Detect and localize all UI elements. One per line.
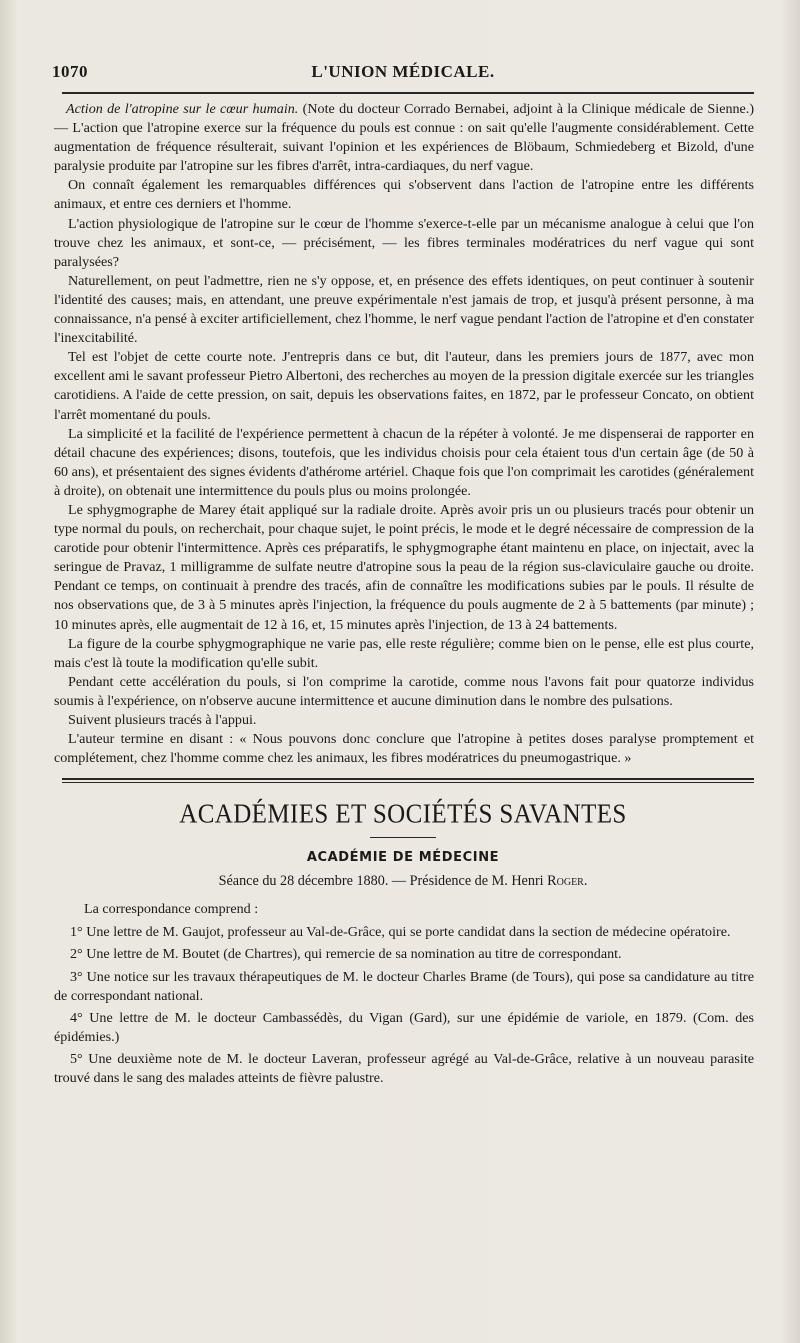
- article-paragraph: Le sphygmographe de Marey était appliqué sur la radiale droite. Après avoir pris un ou plusieurs tracés pour obtenir un type normal du pouls, on recherchait, pour chaque sujet, le point précis, le mode et le degré nécessaire de compression de la carotide pour obtenir l'intermittence. Après ces préparatifs, le sphygmographe étant maintenu en place, on injectait, avec la seringue de Pravaz, 1 milligramme de sulfate neutre d'atropine sous la peau de la région sus-claviculaire gauche ou droite. Pendant ce temps, on continuait à prendre des tracés, afin de connaître les modifications subies par le pouls. Il résulte de nos observations que, de 3 à 5 minutes après l'injection, la fréquence du pouls augmente de 2 à 5 battements (par minute) ; 10 minutes après, elle augmentait de 12 à 16, et, 15 minutes après l'injection, de 13 à 24 battements.: [54, 501, 754, 633]
- section-title: ACADÉMIES ET SOCIÉTÉS SAVANTES: [179, 800, 627, 830]
- article-paragraph: L'auteur termine en disant : « Nous pouvons donc conclure que l'atropine à petites doses paralyse promptement et complétement, chez l'homme comme chez les animaux, les fibres modératrices du pneumogastrique. »: [54, 731, 754, 767]
- article-paragraph: La simplicité et la facilité de l'expérience permettent à chacun de la répéter à volonté. Je me dispenserai de rapporter en détail chacune des expériences; disons, toutefois, que les individus choisis pour cela étaient tous d'un certain âge (de 50 à 60 ans), et présentaient des signes évidents d'athérome artériel. Chaque fois que l'on comprimait les carotides (généralement à droite), on obtenait une intermittence du pouls plus ou moins prolongée.: [54, 425, 754, 499]
- academy-heading: ACADÉMIE DE MÉDECINE: [306, 850, 500, 866]
- article-paragraph: Suivent plusieurs tracés à l'appui.: [68, 712, 257, 728]
- article-paragraph: [54, 100, 754, 176]
- article-paragraph: L'action physiologique de l'atropine sur le cœur de l'homme s'exerce-t-elle par un mécanisme analogue à celui que l'on trouve chez les animaux, et sont-ce, — précisément, — les fibres terminales modératrices du nerf vague qui sont paralysées?: [54, 215, 754, 270]
- article-paragraph: On connaît également les remarquables différences qui s'observent dans l'action de l'atropine entre les différents animaux, et entre ces derniers et l'homme.: [54, 177, 754, 213]
- article-paragraph: Tel est l'objet de cette courte note. J'entrepris dans ce but, dit l'auteur, dans les premiers jours de 1877, avec mon excellent ami le savant professeur Pietro Albertoni, des recherches au moyen de la pression digitale exercée sur les triangles carotidiens. A l'aide de cette pression, on sait, depuis les observations faites, en 1872, par le professeur Concato, on obtient l'arrêt momentané du pouls.: [54, 349, 754, 423]
- correspondence-item: 1° Une lettre de M. Gaujot, professeur au Val-de-Grâce, qui se porte candidat dans la section de médecine opératoire.: [70, 924, 731, 941]
- article-paragraph: Pendant cette accélération du pouls, si l'on comprime la carotide, comme nous l'avons fait pour quatorze individus soumis à l'expérience, on n'observe aucune intermittence et aucune diminution dans le nombre des pulsations.: [54, 673, 754, 709]
- article-paragraph: Naturellement, on peut l'admettre, rien ne s'y oppose, et, en présence des effets identiques, on peut continuer à soutenir l'identité des causes; mais, en attendant, une preuve expérimentale n'est jamais de trop, et jusqu'à présent personne, à ma connaissance, n'a pensé à exciter artificiellement, chez l'homme, le nerf vague pendant l'action de l'atropine et d'en constater l'inexcitabilité.: [54, 272, 754, 347]
- correspondence-item: 3° Une notice sur les travaux thérapeutiques de M. le docteur Charles Brame (de Tours), qui pose sa candidature au titre de correspondant national.: [54, 968, 754, 1004]
- correspondence-item: 4° Une lettre de M. le docteur Cambassédès, du Vigan (Gard), sur une épidémie de variole, en 1879. (Com. des épidémies.): [54, 1009, 754, 1045]
- header-rule: [62, 92, 754, 94]
- correspondence-intro: La correspondance comprend :: [84, 901, 259, 918]
- article-paragraph: La figure de la courbe sphygmographique ne varie pas, elle reste régulière; comme bien on le pense, elle est plus courte, mais c'est là toute la modification qu'elle subit.: [54, 635, 754, 671]
- correspondence-item: 5° Une deuxième note de M. le docteur Laveran, professeur agrégé au Val-de-Grâce, relative à un nouveau parasite trouvé dans le sang des malades atteints de fièvre palustre.: [54, 1050, 754, 1087]
- article-paragraph-text: (Note du docteur Corrado Bernabei, adjoint à la Clinique médicale de Sienne.) — L'action que l'atropine exerce sur la fréquence du pouls est connue : on sait qu'elle l'augmente considérablement. Cette augmentation de fréquence résulterait, suivant l'opinion et les expériences de Blöbaum, Schmiedeberg et Bizold, d'une paralysie produite par l'atropine sur les fibres d'arrêt, intra-cardiaques, du nerf vague.: [54, 101, 755, 175]
- session-line: [52, 873, 754, 890]
- page-number: 1070: [52, 62, 88, 81]
- correspondence-list: [54, 900, 754, 1088]
- journal-title: L'UNION MÉDICALE.: [311, 62, 495, 81]
- correspondence-item: 2° Une lettre de M. Boutet (de Chartres), qui remercie de sa nomination au titre de correspondant.: [70, 946, 622, 963]
- short-divider: [370, 837, 436, 838]
- session-end: .: [583, 873, 588, 890]
- running-head: [52, 58, 754, 86]
- section-divider: [62, 778, 754, 783]
- session-text: Séance du 28 décembre 1880. — Présidence de M. Henri: [218, 873, 548, 890]
- article-title: Action de l'atropine sur le cœur humain.: [66, 101, 299, 117]
- article-body: [54, 100, 754, 768]
- president-name: Roger: [547, 873, 584, 890]
